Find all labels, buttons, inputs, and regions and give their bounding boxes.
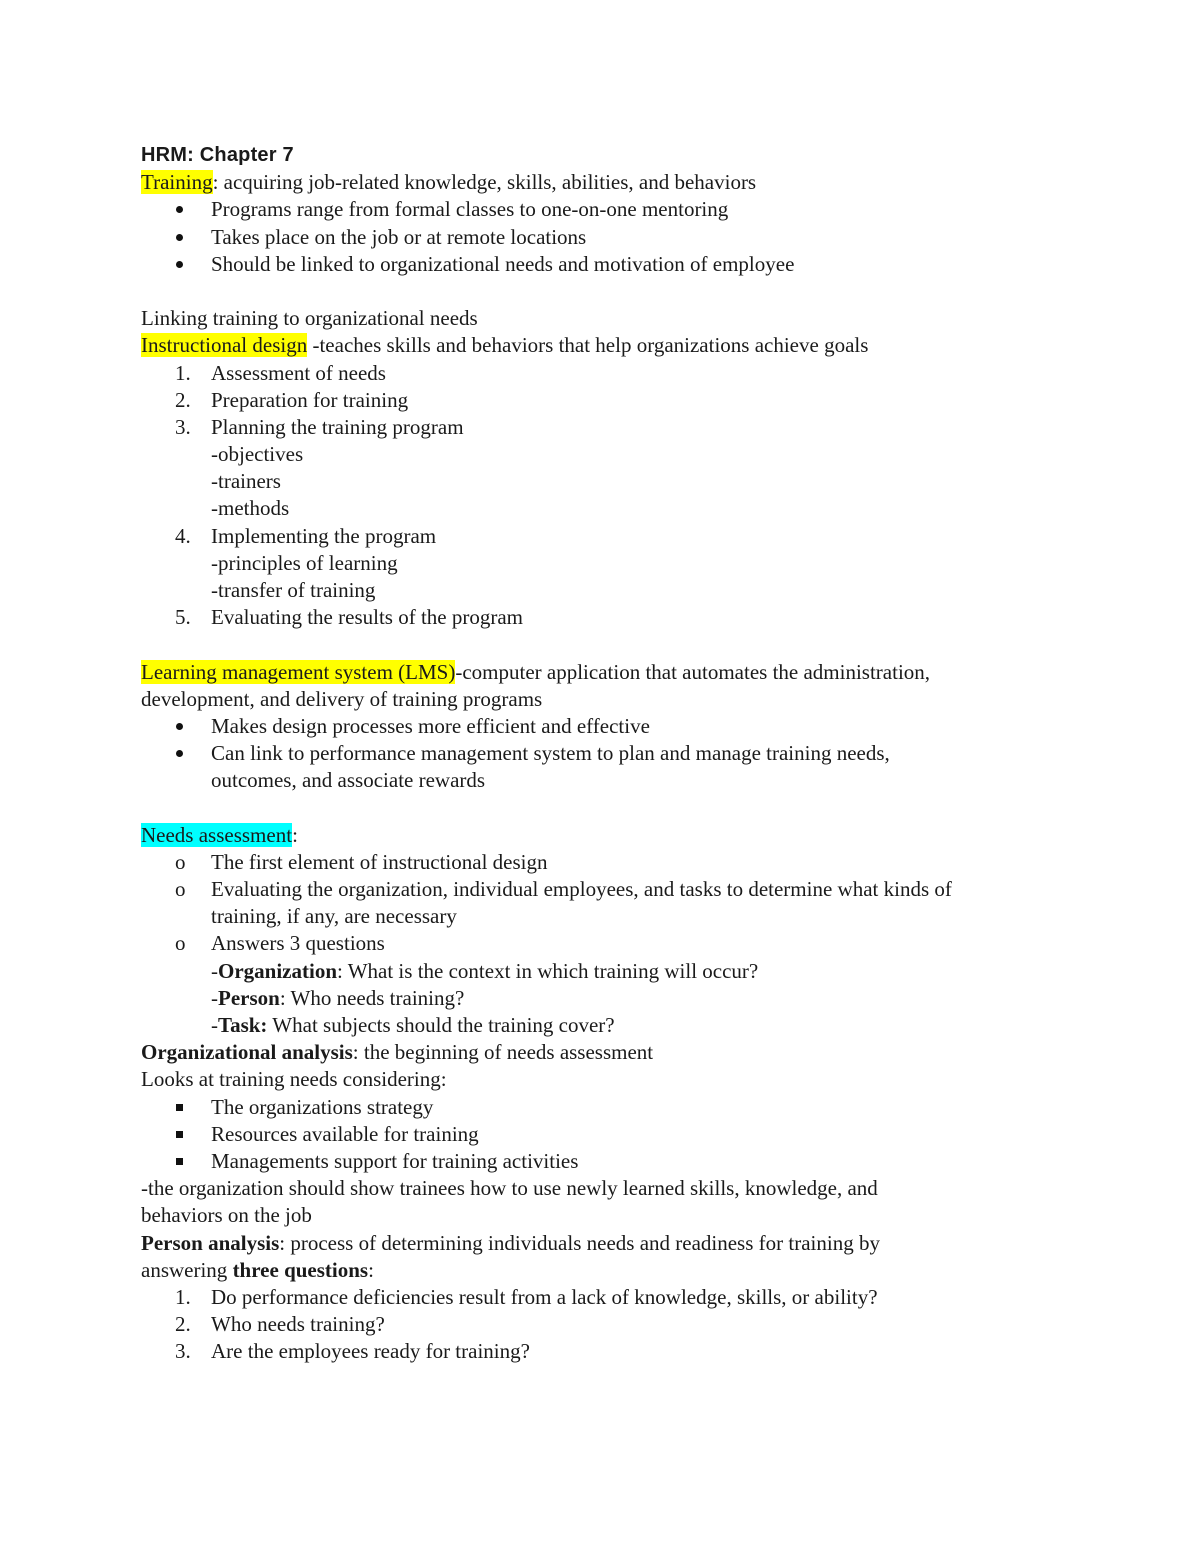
bullet-icon (176, 723, 183, 730)
org-analysis-definition: Organizational analysis: the beginning of needs assessment (141, 1040, 654, 1065)
square-bullet-icon (176, 1158, 183, 1165)
bullet-icon (176, 750, 183, 757)
list-item-cont: outcomes, and associate rewards (211, 768, 486, 793)
person-analysis-definition-cont: answering three questions: (141, 1257, 374, 1282)
page-title: HRM: Chapter 7 (141, 144, 294, 166)
bullet-icon (176, 261, 183, 268)
list-item: 1. Assessment of needs (175, 360, 386, 385)
list-item: The organizations strategy (141, 1094, 1061, 1121)
term-needs-assessment: Needs assessment (141, 822, 293, 847)
sub-item: -objectives (211, 442, 304, 467)
list-item: 2. Who needs training? (175, 1312, 385, 1337)
circle-bullet-icon: o (175, 931, 186, 956)
circle-bullet-icon: o (175, 849, 186, 874)
list-item: Programs range from formal classes to one-on-one mentoring (141, 196, 1061, 223)
list-item: o Answers 3 questions (141, 930, 1061, 957)
list-item: Takes place on the job or at remote locations (141, 224, 1061, 251)
list-item: 4. Implementing the program (175, 523, 437, 548)
term-lms: Learning management system (LMS) (141, 659, 456, 684)
bullet-icon (176, 206, 183, 213)
list-item: Can link to performance management system to plan and manage training needs, (141, 740, 1061, 767)
list-item: Should be linked to organizational needs and motivation of employee (141, 251, 1061, 278)
square-bullet-icon (176, 1104, 183, 1111)
term-training: Training (141, 170, 213, 195)
list-item: 3. Planning the training program (175, 414, 464, 439)
person-analysis-definition: Person analysis: process of determining individuals needs and readiness for training by (141, 1230, 880, 1255)
org-analysis-intro: Looks at training needs considering: (141, 1067, 447, 1092)
sub-item: -methods (211, 496, 290, 521)
document-body (141, 142, 1061, 1365)
question-item: -Task: What subjects should the training cover? (211, 1013, 615, 1037)
question-item: -Person: Who needs training? (211, 985, 465, 1010)
circle-bullet-icon: o (175, 877, 186, 902)
org-analysis-note: -the organization should show trainees how to use newly learned skills, knowledge, and (141, 1176, 878, 1201)
list-item-cont: training, if any, are necessary (211, 904, 457, 929)
list-item: 1. Do performance deficiencies result from a lack of knowledge, skills, or ability? (175, 1284, 878, 1309)
term-person-analysis: Person analysis (141, 1230, 280, 1255)
org-analysis-note-cont: behaviors on the job (141, 1203, 312, 1228)
lms-definition: Learning management system (LMS)-computer application that automates the administration, (141, 659, 931, 684)
instructional-design-definition: Instructional design -teaches skills and behaviors that help organizations achieve goals (141, 333, 869, 358)
list-item: 2. Preparation for training (175, 387, 409, 412)
list-item: Managements support for training activities (141, 1148, 1061, 1175)
list-item: o Evaluating the organization, individual employees, and tasks to determine what kinds of (141, 876, 1061, 903)
sub-item: -transfer of training (211, 578, 376, 602)
sub-item: -trainers (211, 469, 281, 494)
list-item: 5. Evaluating the results of the program (175, 605, 523, 630)
training-definition: Training: acquiring job-related knowledge, skills, abilities, and behaviors (141, 170, 757, 195)
sub-item: -principles of learning (211, 550, 398, 575)
term-org-analysis: Organizational analysis (141, 1040, 353, 1065)
list-item: Makes design processes more efficient and effective (141, 713, 1061, 740)
list-item: o The first element of instructional design (141, 849, 1061, 876)
needs-assessment-heading: Needs assessment: (141, 822, 298, 847)
bullet-icon (176, 234, 183, 241)
term-instructional-design: Instructional design (141, 333, 308, 358)
list-item: Resources available for training (141, 1121, 1061, 1148)
lms-definition-cont: development, and delivery of training programs (141, 686, 543, 711)
linking-heading: Linking training to organizational needs (141, 306, 478, 331)
list-item: 3. Are the employees ready for training? (175, 1339, 530, 1364)
question-item: -Organization: What is the context in which training will occur? (211, 958, 759, 983)
square-bullet-icon (176, 1131, 183, 1138)
